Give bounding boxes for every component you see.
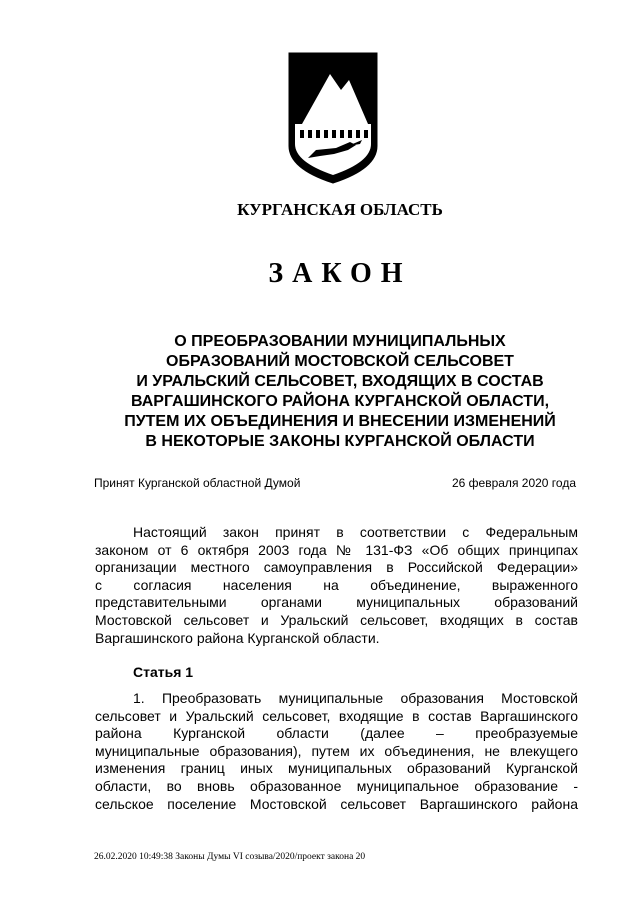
article-line: сельское поселение Мостовской сельсовет Варгашинского района [95, 795, 578, 812]
article-heading: Статья 1 [133, 664, 194, 680]
preamble-line: организации местного самоуправления в Российской Федерации» [95, 559, 578, 576]
article-line: области, во вновь образованное муниципальное образование - [95, 777, 578, 794]
adoption-date: 26 февраля 2020 года [451, 476, 576, 490]
preamble-line: Мостовской сельсовет и Уральский сельсовет, входящих в состав [95, 611, 578, 628]
adopted-by: Принят Курганской областной Думой [94, 476, 301, 490]
article-paragraph [95, 690, 578, 813]
article-line: сельсовет и Уральский сельсовет, входящие в состав Варгашинского [95, 707, 578, 724]
preamble-line: Настоящий закон принят в соответствии с Федеральным [133, 524, 578, 540]
law-title [90, 332, 590, 452]
article-line: района Курганской области (далее – преобразуемые [95, 725, 578, 742]
preamble-line: представительными органами муниципальных образований [95, 594, 578, 611]
law-title-line: И УРАЛЬСКИЙ СЕЛЬСОВЕТ, ВХОДЯЩИХ В СОСТАВ [136, 373, 544, 390]
preamble-line: Варгашинского района Курганской области. [95, 629, 380, 646]
law-title-line: ПУТЕМ ИХ ОБЪЕДИНЕНИЯ И ВНЕСЕНИИ ИЗМЕНЕНИЙ [124, 413, 556, 430]
region-name: КУРГАНСКАЯ ОБЛАСТЬ [237, 200, 443, 219]
article-line: изменения границ иных муниципальных образований Курганской [95, 760, 578, 777]
law-title-line: ОБРАЗОВАНИЙ МОСТОВСКОЙ СЕЛЬСОВЕТ [166, 353, 514, 370]
document-type: ЗАКОН [268, 258, 412, 289]
law-title-line: О ПРЕОБРАЗОВАНИИ МУНИЦИПАЛЬНЫХ [174, 333, 506, 350]
preamble-line: с согласия населения на объединение, выраженного [95, 576, 578, 593]
law-title-line: В НЕКОТОРЫЕ ЗАКОНЫ КУРГАНСКОЙ ОБЛАСТИ [145, 433, 535, 450]
law-title-line: ВАРГАШИНСКОГО РАЙОНА КУРГАНСКОЙ ОБЛАСТИ, [130, 393, 550, 410]
footer-stamp: 26.02.2020 10:49:38 Законы Думы VI созыва/2020/проект закона 20 [94, 852, 366, 862]
preamble-paragraph [95, 524, 578, 647]
coat-of-arms-icon [286, 50, 380, 186]
preamble-line: законом от 6 октября 2003 года № 131-ФЗ «Об общих принципах [95, 541, 578, 558]
article-line: 1. Преобразовать муниципальные образования Мостовской [133, 690, 578, 706]
article-line: муниципальные образования), путем их объединения, не влекущего [95, 742, 578, 759]
